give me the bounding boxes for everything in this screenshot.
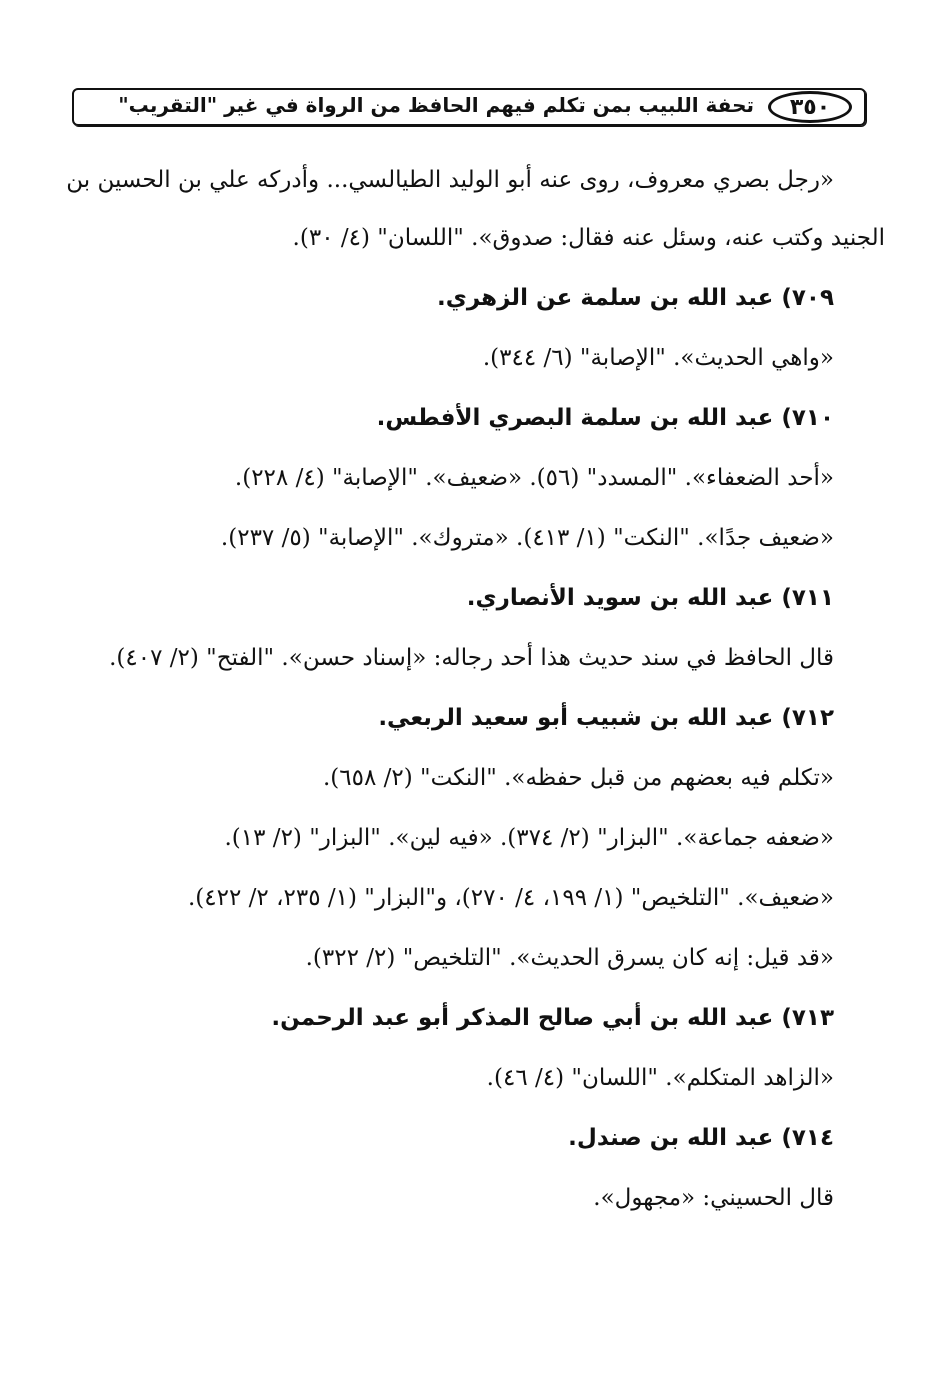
entry-heading: ٧٠٩) عبد الله بن سلمة عن الزهري.: [437, 285, 834, 311]
text-line: «ضعيف جدًا». "النكت" (١/ ٤١٣). «متروك». "الإصابة" (٥/ ٢٣٧).: [220, 525, 834, 551]
text-line: «أحد الضعفاء». "المسدد" (٥٦). «ضعيف». "الإصابة" (٤/ ٢٢٨).: [234, 465, 834, 491]
page-number: ٣٥٠: [768, 91, 852, 123]
text-line: «ضعيف». "التلخيص" (١/ ١٩٩، ٤/ ٢٧٠)، و"البزار" (١/ ٢٣٥، ٢/ ٤٢٢).: [188, 885, 834, 911]
entry-heading: ٧١٤) عبد الله بن صندل.: [568, 1125, 834, 1151]
text-line: «قد قيل: إنه كان يسرق الحديث». "التلخيص" (٢/ ٣٢٢).: [305, 945, 834, 971]
text-line: «الزاهد المتكلم». "اللسان" (٤/ ٤٦).: [486, 1065, 834, 1091]
text-line: قال الحافظ في سند حديث هذا أحد رجاله: «إسناد حسن». "الفتح" (٢/ ٤٠٧).: [109, 645, 834, 671]
text-line: «واهي الحديث». "الإصابة" (٦/ ٣٤٤).: [482, 345, 834, 371]
running-header: [72, 88, 866, 126]
entry-heading: ٧١٢) عبد الله بن شبيب أبو سعيد الربعي.: [378, 705, 834, 731]
text-line: الجنيد وكتب عنه، وسئل عنه فقال: صدوق». "اللسان" (٤/ ٣٠).: [292, 225, 885, 251]
book-title: تحفة اللبيب بمن تكلم فيهم الحافظ من الرواة في غير "التقريب": [118, 93, 754, 117]
text-line: «تكلم فيه بعضهم من قبل حفظه». "النكت" (٢/ ٦٥٨).: [322, 765, 834, 791]
text-line: قال الحسيني: «مجهول».: [593, 1185, 834, 1211]
text-line: «ضعفه جماعة». "البزار" (٢/ ٣٧٤). «فيه لين». "البزار" (٢/ ١٣).: [224, 825, 834, 851]
entry-heading: ٧١٣) عبد الله بن أبي صالح المذكر أبو عبد الرحمن.: [271, 1005, 834, 1031]
entry-heading: ٧١٠) عبد الله بن سلمة البصري الأفطس.: [376, 405, 834, 431]
text-line: «رجل بصري معروف، روى عنه أبو الوليد الطيالسي... وأدركه علي بن الحسين بن: [66, 167, 834, 193]
entry-heading: ٧١١) عبد الله بن سويد الأنصاري.: [466, 585, 834, 611]
